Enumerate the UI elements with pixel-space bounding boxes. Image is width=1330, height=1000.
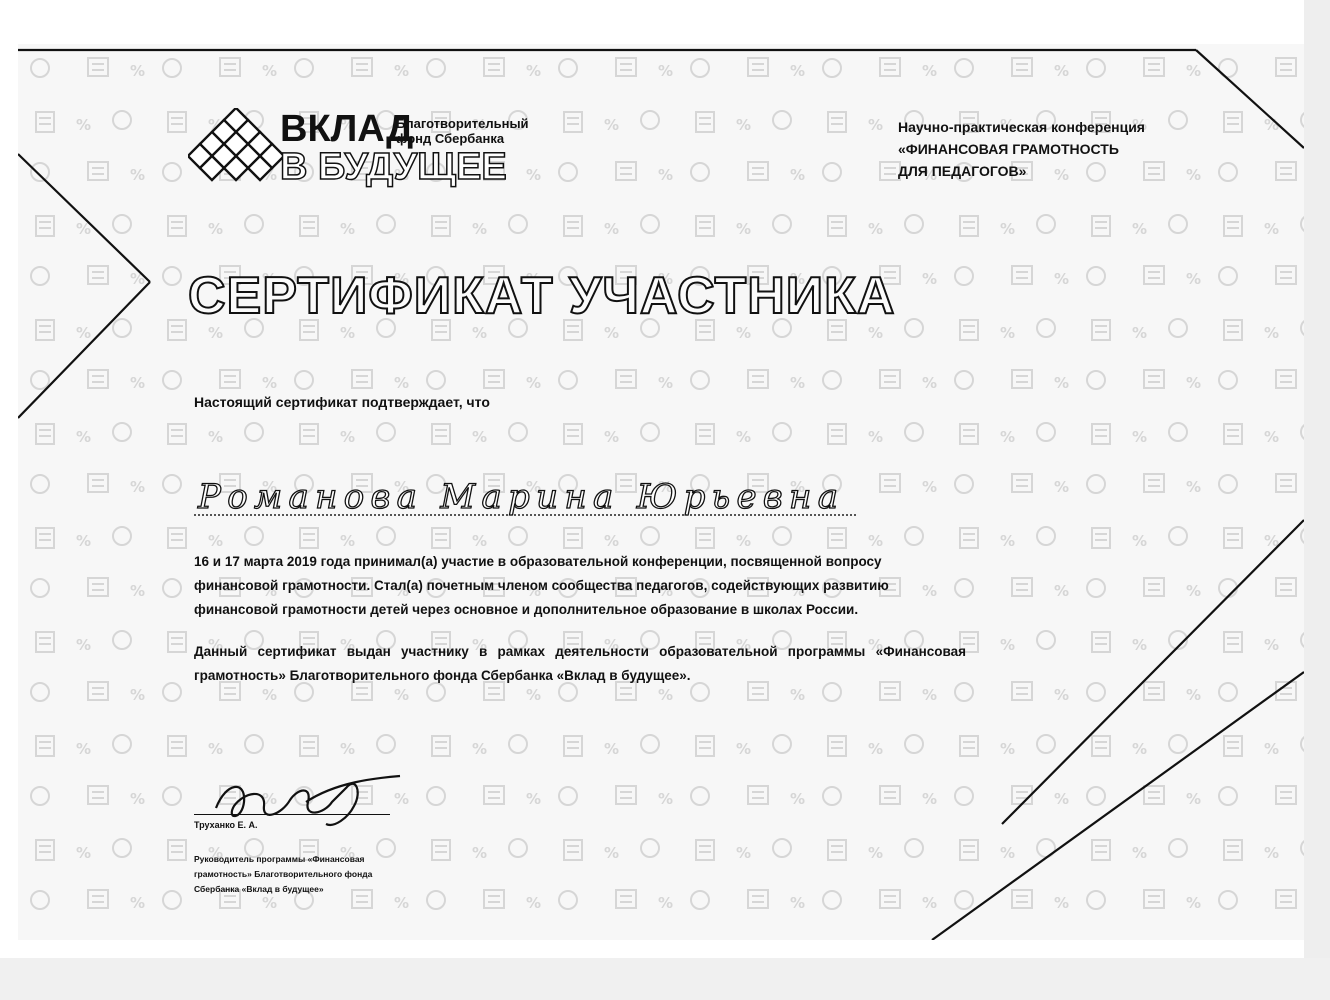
- recipient-name-line: [194, 514, 856, 516]
- certificate-paper: [18, 44, 1304, 940]
- logo-word-top: ВКЛАД: [280, 108, 414, 150]
- intro-text: Настоящий сертификат подтверждает, что: [194, 394, 490, 410]
- logo-diamond-icon: [188, 108, 284, 204]
- conference-line2: «ФИНАНСОВАЯ ГРАМОТНОСТЬ: [898, 141, 1119, 157]
- logo-subtitle-line1: Благотворительный: [396, 116, 529, 131]
- signatory-name: Труханко Е. А.: [194, 820, 258, 830]
- certificate-title: СЕРТИФИКАТ УЧАСТНИКА: [188, 267, 896, 325]
- logo-subtitle: [396, 116, 529, 146]
- body-paragraph-1: 16 и 17 марта 2019 года принимал(а) участие в образовательной конференции, посвященной вопросу финансовой грамотности. Стал(а) почетным членом сообщества педагогов, содействующих развитию финансовой грамотности детей через основное и дополнительное образование в школах России.: [194, 554, 889, 617]
- scan-edge-bottom: [0, 958, 1330, 1000]
- signatory-role: Руководитель программы «Финансовая грамотность» Благотворительного фонда Сбербанка «Вклад в будущее»: [194, 854, 373, 894]
- scan-edge-right: [1304, 0, 1330, 1000]
- conference-line1: Научно-практическая конференция: [898, 119, 1145, 135]
- logo-word-bottom: В БУДУЩЕЕ: [280, 146, 507, 188]
- signature-line: [194, 814, 390, 815]
- conference-line3: ДЛЯ ПЕДАГОГОВ»: [898, 163, 1027, 179]
- recipient-name-text: Романова Марина Юрьевна: [198, 477, 838, 517]
- handwritten-signature: [186, 762, 406, 842]
- conference-block: [898, 116, 1145, 182]
- logo-subtitle-line2: фонд Сбербанка: [396, 131, 505, 146]
- body-paragraph-2: Данный сертификат выдан участнику в рамках деятельности образовательной программы «Финансовая грамотность» Благотворительного фонда Сбербанка «Вклад в будущее».: [194, 644, 966, 683]
